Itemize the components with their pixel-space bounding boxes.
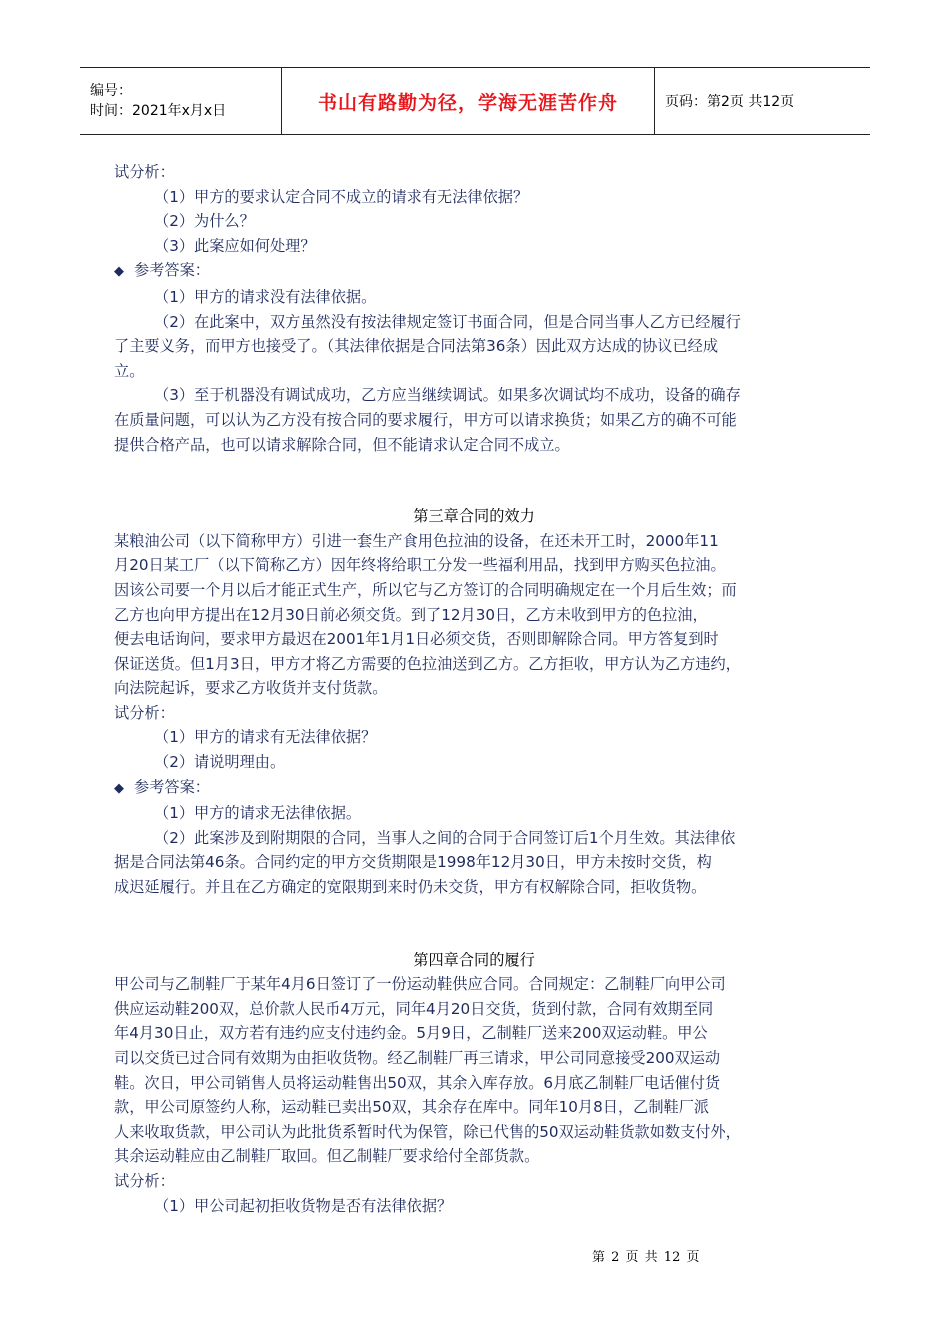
answer-line: （1）甲方的请求没有法律依据。 [154, 287, 377, 306]
page-header [80, 67, 870, 135]
document-date: 时间：2021年x月x日 [90, 103, 227, 119]
case-text-line: 乙方也向甲方提出在12月30日前必须交货。到了12月30日，乙方未收到甲方的色拉油， [114, 605, 708, 624]
header-page-cell [655, 68, 870, 134]
question: （1）甲方的请求有无法律依据？ [154, 728, 377, 747]
case-text-line: 保证送货。但1月3日，甲方才将乙方需要的色拉油送到乙方。乙方拒收，甲方认为乙方违约， [114, 654, 741, 673]
question: （1）甲公司起初拒收货物是否有法律依据？ [154, 1196, 453, 1215]
case-text-line: 款，甲公司原签约人称，运动鞋已卖出50双，其余存在库中。同年10月8日，乙制鞋厂派 [114, 1098, 710, 1117]
answer-line: （1）甲方的请求无法律依据。 [154, 804, 362, 823]
answer-line: （2）此案涉及到附期限的合同，当事人之间的合同于合同签订后1个月生效。其法律依 [154, 828, 736, 847]
header-meta [80, 68, 282, 134]
document-body [114, 160, 834, 1218]
header-page-number: 页码：第2页 共12页 [665, 94, 795, 110]
page-footer: 第 2 页 共 12 页 [592, 1250, 700, 1265]
question: （1）甲方的要求认定合同不成立的请求有无法律依据？ [154, 187, 529, 206]
analysis-heading: 试分析： [114, 1171, 175, 1190]
chapter-title: 第四章合同的履行 [413, 950, 535, 969]
answer-line: 了主要义务，而甲方也接受了。（其法律依据是合同法第36条）因此双方达成的协议已经成 [114, 337, 719, 356]
answer-line: （3）至于机器没有调试成功，乙方应当继续调试。如果多次调试均不成功，设备的确存 [154, 386, 741, 405]
answer-heading: ◆ 参考答案： [114, 261, 210, 280]
answer-line: 提供合格产品，也可以请求解除合同，但不能请求认定合同不成立。 [114, 435, 570, 454]
analysis-heading: 试分析： [114, 163, 175, 181]
answer-line: 在质量问题，可以认为乙方没有按合同的要求履行，甲方可以请求换货；如果乙方的确不可能 [114, 410, 737, 429]
case-text-line: 年4月30日止，双方若有违约应支付违约金。5月9日，乙制鞋厂送来200双运动鞋。甲公 [114, 1024, 708, 1043]
answer-line: 立。 [114, 361, 145, 380]
case-text-line: 鞋。次日，甲公司销售人员将运动鞋售出50双，其余入库存放。6月底乙制鞋厂电话催付货 [114, 1073, 721, 1092]
answer-heading: ◆ 参考答案： [114, 777, 210, 796]
chapter-title: 第三章合同的效力 [413, 507, 535, 526]
header-motto: 书山有路勤为径，学海无涯苦作舟 [317, 91, 618, 114]
case-text-line: 因该公司要一个月以后才能正式生产，所以它与乙方签订的合同明确规定在一个月后生效；而 [114, 580, 737, 599]
question: （2）为什么？ [154, 212, 255, 231]
case-text-line: 其余运动鞋应由乙制鞋厂取回。但乙制鞋厂要求给付全部货款。 [114, 1147, 540, 1166]
case-text-line: 人来收取货款，甲公司认为此批货系暂时代为保管，除已代售的50双运动鞋货款如数支付外， [114, 1122, 741, 1141]
document-number: 编号： [90, 83, 132, 99]
case-text-line: 便去电话询问，要求甲方最迟在2001年1月1日必须交货，否则即解除合同。甲方答复到时 [114, 630, 719, 649]
diamond-bullet-icon: ◆ [114, 780, 124, 796]
question: （3）此案应如何处理？ [154, 236, 316, 255]
case-text-line: 月20日某工厂（以下简称乙方）因年终将给职工分发一些福利用品，找到甲方购买色拉油。 [114, 556, 726, 575]
case-text-line: 向法院起诉，要求乙方收货并支付货款。 [114, 679, 388, 698]
header-motto-cell [282, 68, 655, 134]
question: （2）请说明理由。 [154, 753, 286, 772]
answer-line: （2）在此案中，双方虽然没有按法律规定签订书面合同，但是合同当事人乙方已经履行 [154, 312, 741, 331]
analysis-heading: 试分析： [114, 703, 175, 722]
diamond-bullet-icon: ◆ [114, 264, 124, 280]
answer-line: 成迟延履行。并且在乙方确定的宽限期到来时仍未交货，甲方有权解除合同，拒收货物。 [114, 878, 707, 897]
answer-line: 据是合同法第46条。合同约定的甲方交货期限是1998年12月30日，甲方未按时交货，构 [114, 853, 712, 872]
case-text-line: 甲公司与乙制鞋厂于某年4月6日签订了一份运动鞋供应合同。合同规定：乙制鞋厂向甲公司 [114, 975, 726, 994]
section-spacer [114, 457, 834, 504]
section-spacer [114, 900, 834, 948]
case-text-line: 司以交货已过合同有效期为由拒收货物。经乙制鞋厂再三请求，甲公司同意接受200双运动 [114, 1049, 721, 1067]
case-text-line: 某粮油公司（以下简称甲方）引进一套生产食用色拉油的设备，在还未开工时，2000年11 [114, 531, 719, 550]
case-text-line: 供应运动鞋200双，总价款人民币4万元，同年4月20日交货，货到付款，合同有效期至同 [114, 999, 714, 1018]
